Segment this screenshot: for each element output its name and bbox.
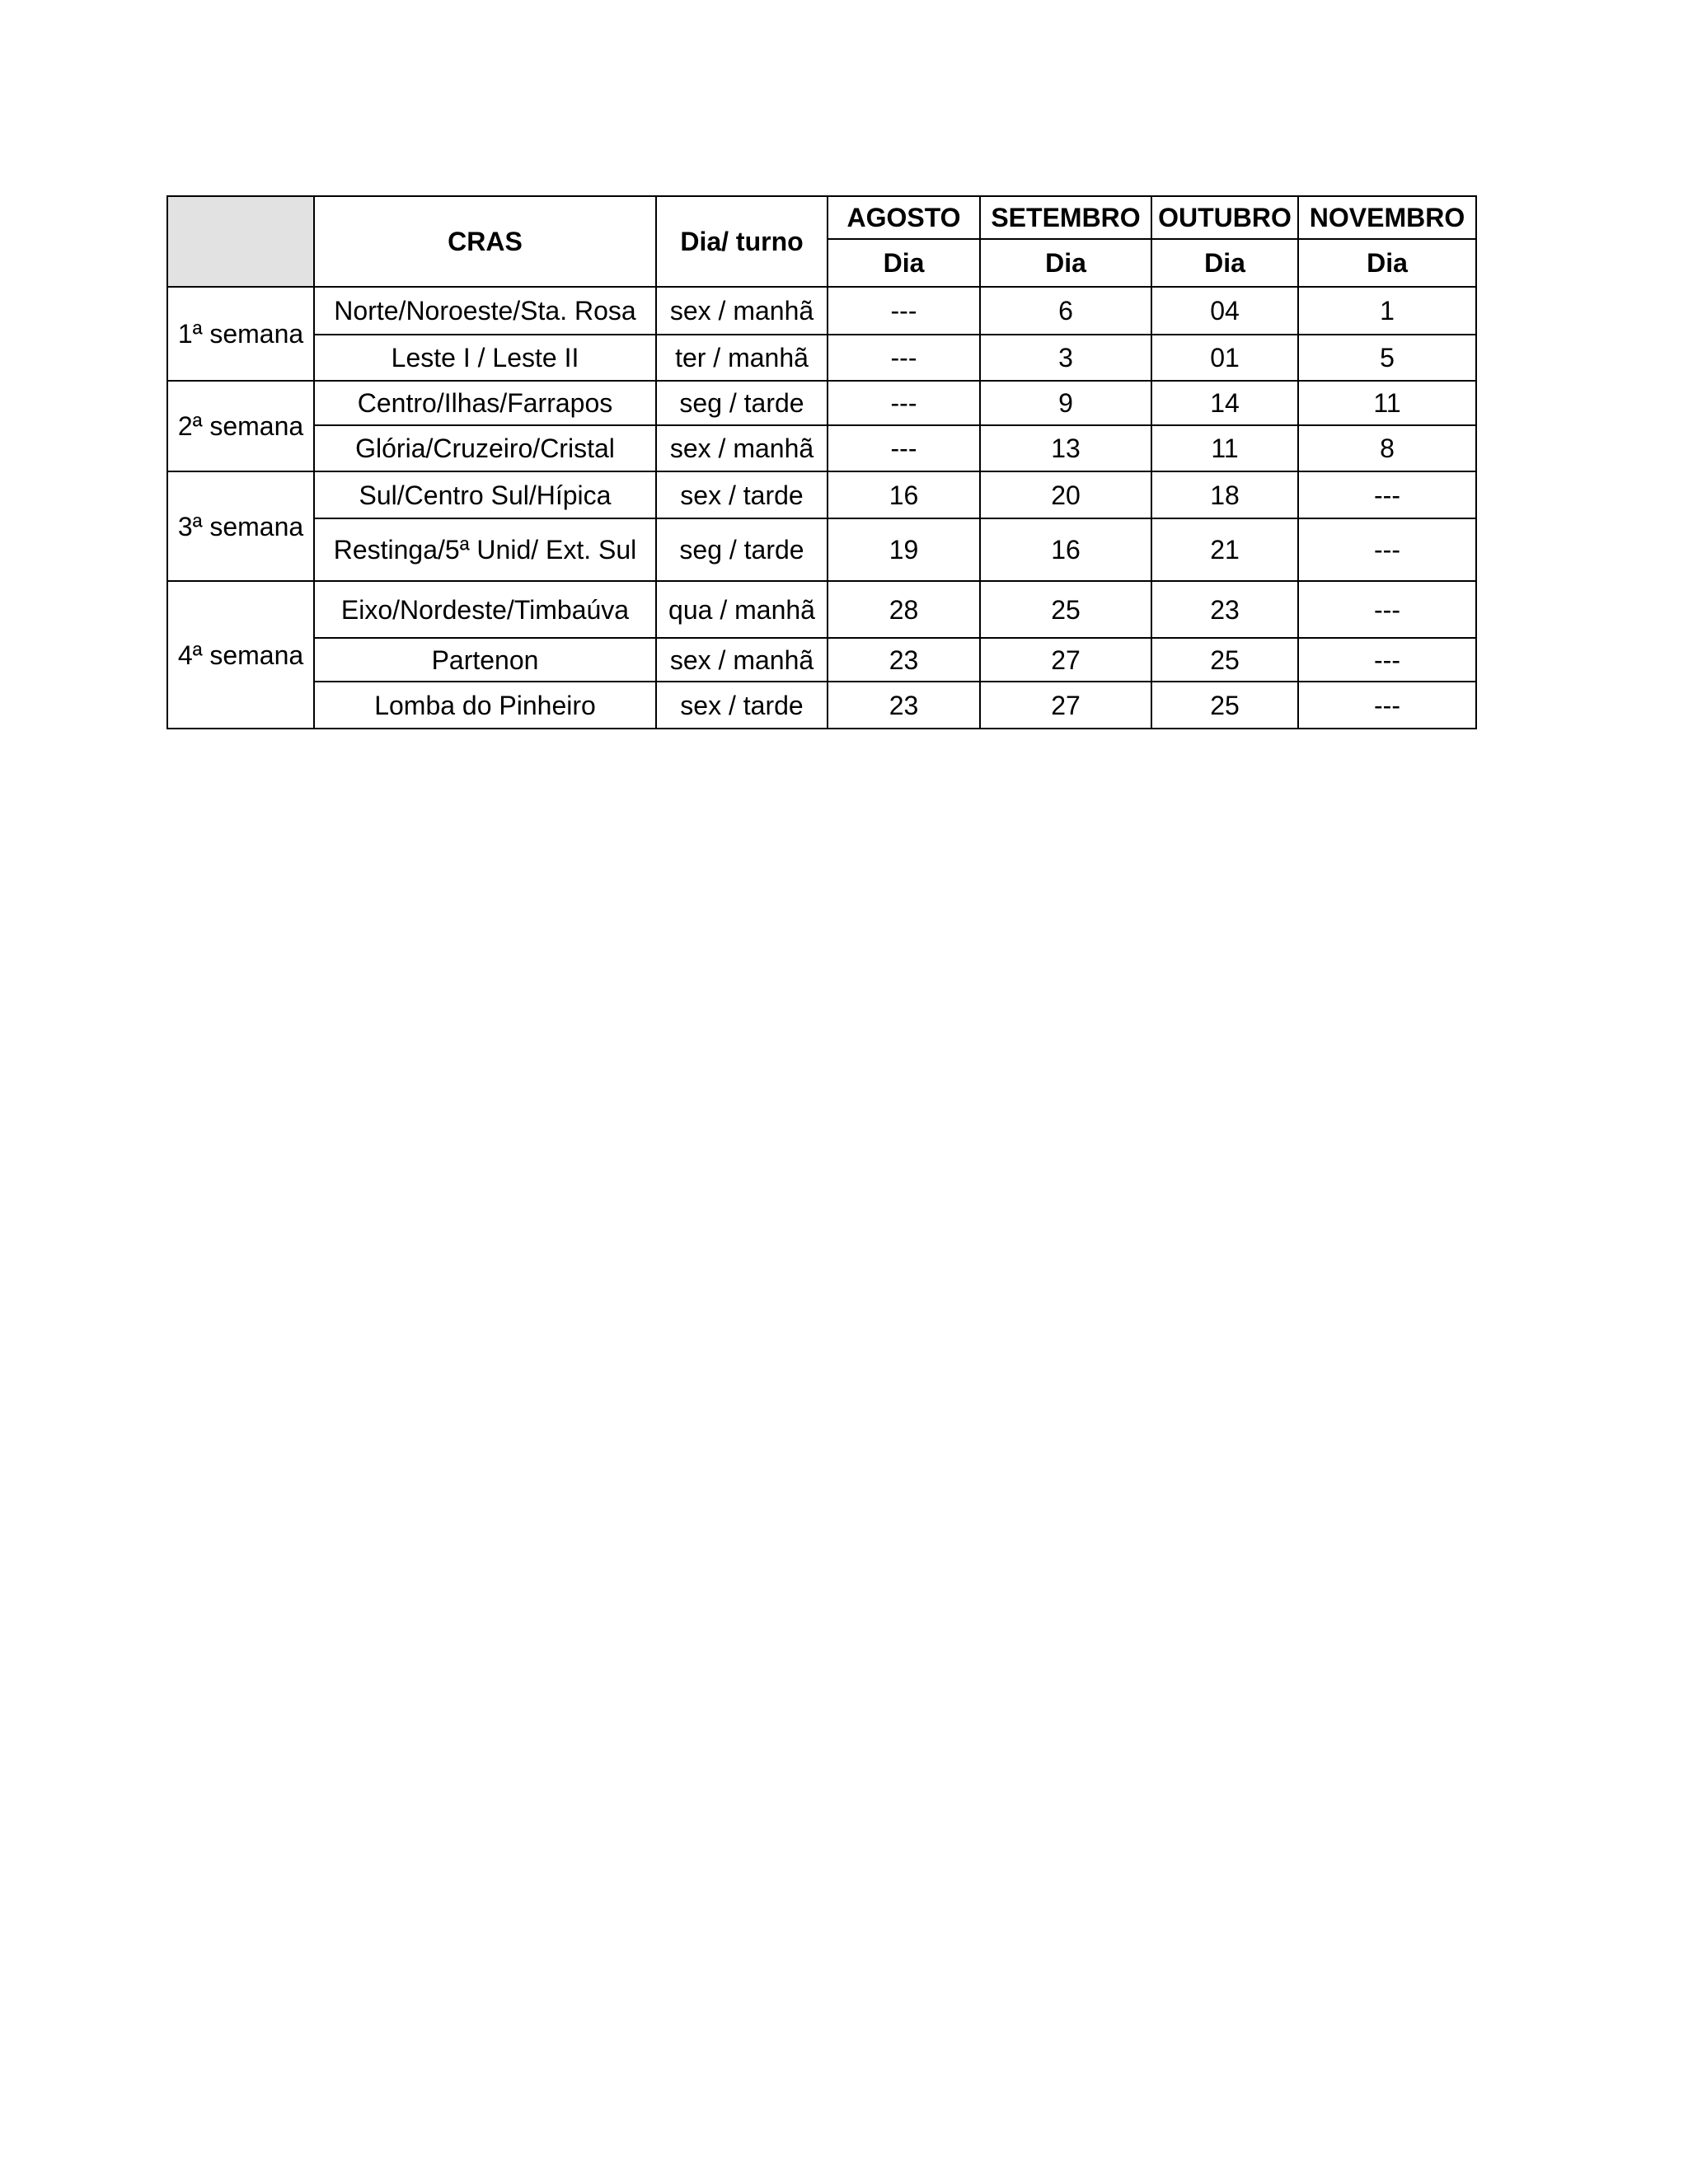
dia-turno: qua / manhã bbox=[656, 581, 828, 638]
table-row bbox=[167, 425, 1476, 471]
week-label: 3ª semana bbox=[167, 471, 314, 581]
dia-turno: sex / tarde bbox=[656, 471, 828, 518]
cras-name: Lomba do Pinheiro bbox=[314, 682, 656, 729]
dia-turno: ter / manhã bbox=[656, 335, 828, 381]
header-month-setembro: SETEMBRO bbox=[980, 196, 1151, 239]
day-novembro: 11 bbox=[1298, 381, 1476, 425]
day-agosto: --- bbox=[828, 335, 980, 381]
day-novembro: --- bbox=[1298, 638, 1476, 682]
table-row bbox=[167, 581, 1476, 638]
day-setembro: 16 bbox=[980, 518, 1151, 581]
table-row bbox=[167, 471, 1476, 518]
day-setembro: 6 bbox=[980, 287, 1151, 335]
cras-name: Norte/Noroeste/Sta. Rosa bbox=[314, 287, 656, 335]
day-setembro: 3 bbox=[980, 335, 1151, 381]
day-agosto: 19 bbox=[828, 518, 980, 581]
table-row bbox=[167, 638, 1476, 682]
day-novembro: 5 bbox=[1298, 335, 1476, 381]
cras-name: Leste I / Leste II bbox=[314, 335, 656, 381]
day-novembro: --- bbox=[1298, 471, 1476, 518]
header-dia-agosto: Dia bbox=[828, 239, 980, 287]
day-setembro: 20 bbox=[980, 471, 1151, 518]
day-outubro: 18 bbox=[1151, 471, 1298, 518]
day-novembro: 1 bbox=[1298, 287, 1476, 335]
cras-name: Eixo/Nordeste/Timbaúva bbox=[314, 581, 656, 638]
day-setembro: 25 bbox=[980, 581, 1151, 638]
header-corner-cell bbox=[167, 196, 314, 287]
dia-turno: seg / tarde bbox=[656, 518, 828, 581]
day-agosto: --- bbox=[828, 381, 980, 425]
header-row-months bbox=[167, 196, 1476, 239]
header-cras: CRAS bbox=[314, 196, 656, 287]
week-label: 4ª semana bbox=[167, 581, 314, 729]
dia-turno: seg / tarde bbox=[656, 381, 828, 425]
week-label: 2ª semana bbox=[167, 381, 314, 471]
day-setembro: 27 bbox=[980, 638, 1151, 682]
cras-name: Partenon bbox=[314, 638, 656, 682]
table-row bbox=[167, 287, 1476, 335]
day-outubro: 01 bbox=[1151, 335, 1298, 381]
dia-turno: sex / manhã bbox=[656, 638, 828, 682]
table-row bbox=[167, 518, 1476, 581]
day-agosto: --- bbox=[828, 287, 980, 335]
table-row bbox=[167, 682, 1476, 729]
table-row bbox=[167, 381, 1476, 425]
cras-name: Centro/Ilhas/Farrapos bbox=[314, 381, 656, 425]
cras-schedule-table bbox=[166, 195, 1477, 729]
dia-turno: sex / manhã bbox=[656, 425, 828, 471]
header-month-agosto: AGOSTO bbox=[828, 196, 980, 239]
week-label: 1ª semana bbox=[167, 287, 314, 381]
day-setembro: 27 bbox=[980, 682, 1151, 729]
day-novembro: 8 bbox=[1298, 425, 1476, 471]
day-outubro: 11 bbox=[1151, 425, 1298, 471]
day-agosto: 16 bbox=[828, 471, 980, 518]
day-agosto: --- bbox=[828, 425, 980, 471]
header-dia-novembro: Dia bbox=[1298, 239, 1476, 287]
day-outubro: 25 bbox=[1151, 682, 1298, 729]
dia-turno: sex / tarde bbox=[656, 682, 828, 729]
day-outubro: 14 bbox=[1151, 381, 1298, 425]
day-setembro: 9 bbox=[980, 381, 1151, 425]
header-month-outubro: OUTUBRO bbox=[1151, 196, 1298, 239]
day-novembro: --- bbox=[1298, 682, 1476, 729]
day-agosto: 23 bbox=[828, 638, 980, 682]
day-outubro: 21 bbox=[1151, 518, 1298, 581]
header-dia-outubro: Dia bbox=[1151, 239, 1298, 287]
day-outubro: 25 bbox=[1151, 638, 1298, 682]
day-novembro: --- bbox=[1298, 518, 1476, 581]
day-agosto: 28 bbox=[828, 581, 980, 638]
header-dia-turno: Dia/ turno bbox=[656, 196, 828, 287]
header-month-novembro: NOVEMBRO bbox=[1298, 196, 1476, 239]
dia-turno: sex / manhã bbox=[656, 287, 828, 335]
day-outubro: 23 bbox=[1151, 581, 1298, 638]
cras-name: Restinga/5ª Unid/ Ext. Sul bbox=[314, 518, 656, 581]
day-setembro: 13 bbox=[980, 425, 1151, 471]
cras-name: Glória/Cruzeiro/Cristal bbox=[314, 425, 656, 471]
day-outubro: 04 bbox=[1151, 287, 1298, 335]
table-row bbox=[167, 335, 1476, 381]
day-novembro: --- bbox=[1298, 581, 1476, 638]
cras-name: Sul/Centro Sul/Hípica bbox=[314, 471, 656, 518]
header-dia-setembro: Dia bbox=[980, 239, 1151, 287]
day-agosto: 23 bbox=[828, 682, 980, 729]
